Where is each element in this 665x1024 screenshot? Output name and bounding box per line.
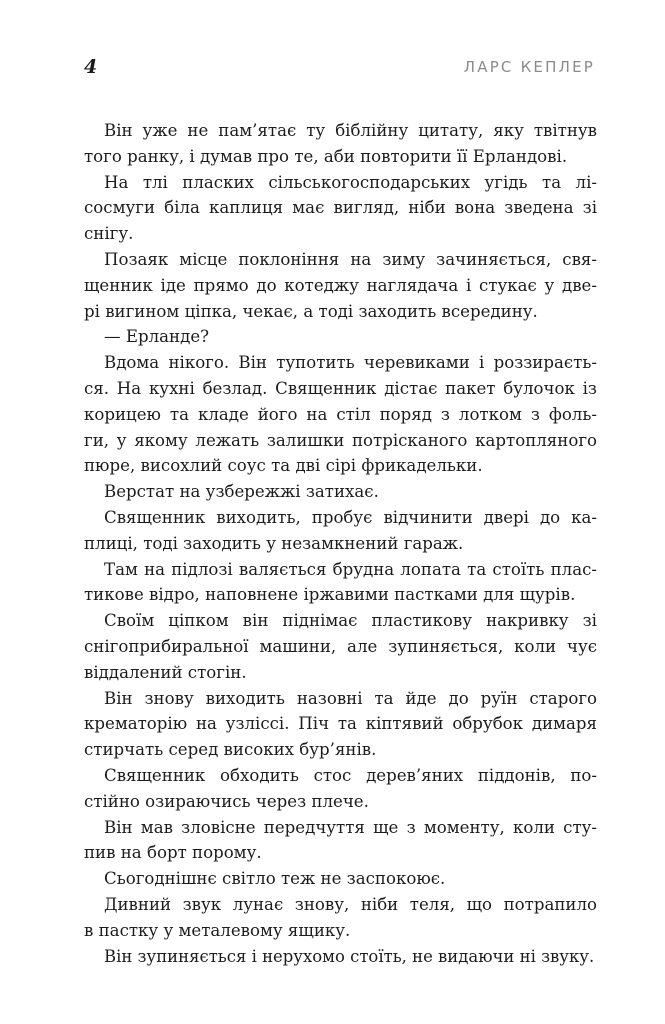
text-line: Верстат на узбережжі затихає. [104,482,379,502]
text-line: крематорію на узліссі. Піч та кіптявий обрубок димаря [84,714,597,734]
text-line: Священник обходить стос дерев’яних піддонів, по- [104,765,597,785]
text-line: снігоприбиральної машини, але зупиняється, коли чує [84,636,597,656]
text-line: Він мав зловісне передчуття ще з моменту, коли сту- [104,817,597,837]
text-line: Він зупиняється і нерухомо стоїть, не видаючи ні звуку. [104,946,595,966]
text-line: — Ерланде? [104,327,210,347]
text-line: щенник іде прямо до котеджу наглядача і стукає у две- [84,275,597,295]
text-line: Він уже не пам’ятає ту біблійну цитату, яку твітнув [104,121,597,140]
text-line: снігу. [84,224,134,244]
text-line: в пастку у металевому ящику. [84,920,351,940]
running-head: ЛАРС КЕПЛЕР [463,58,595,76]
text-line: Дивний звук лунає знову, ніби теля, що потрапило [104,894,597,914]
text-line: пюре, висохлий соус та дві сірі фрикадельки. [84,456,483,476]
body-text [84,118,597,969]
text-line: На тлі пласких сільськогосподарських угідь та лі- [104,172,597,192]
text-line: ги, у якому лежать залишки потрісканого картопляного [84,430,597,450]
text-line: ся. На кухні безлад. Священник дістає пакет булочок із [84,378,597,398]
page-number: 4 [84,56,98,78]
text-line: рі вигином ціпка, чекає, а тоді заходить всередину. [84,301,538,321]
text-line: корицею та кладе його на стіл поряд з лотком з фоль- [84,404,597,424]
text-line: Сьогоднішнє світло теж не заспокоює. [104,869,446,889]
text-line: Своїм ціпком він піднімає пластикову накривку зі [104,611,597,631]
text-line: плиці, тоді заходить у незамкнений гараж. [84,533,464,553]
text-line: того ранку, і думав про те, аби повторити її Ерландові. [84,146,568,166]
text-line: Він знову виходить назовні та йде до руїн старого [104,688,597,708]
text-line: сосмуги біла каплиця має вигляд, ніби вона зведена зі [84,198,597,218]
text-line: тикове відро, наповнене іржавими пастками для щурів. [84,585,576,605]
text-line: стирчать серед високих бур’янів. [84,740,377,760]
text-line: Священник виходить, пробує відчинити двері до ка- [104,507,597,527]
text-line: віддалений стогін. [84,662,247,682]
text-line: Вдома нікого. Він тупотить черевиками і роззираєть- [104,353,597,373]
text-line: Там на підлозі валяється брудна лопата та стоїть плас- [104,559,597,579]
text-line: Позаяк місце поклоніння на зиму зачиняється, свя- [104,249,597,269]
text-line: стійно озираючись через плече. [84,791,369,811]
text-line: пив на борт порому. [84,843,262,863]
